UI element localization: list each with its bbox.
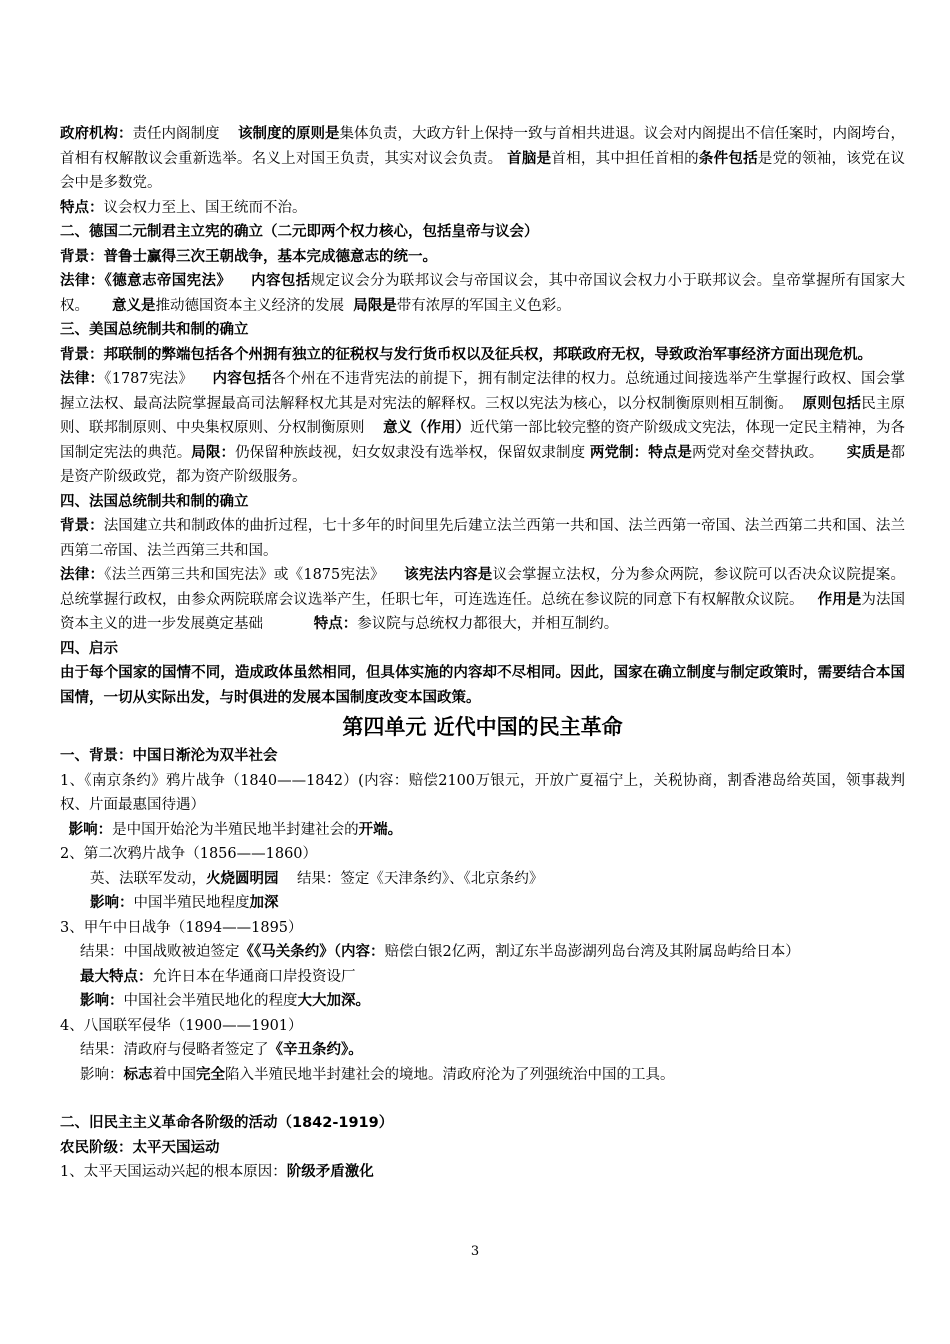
label: 影响：: [80, 1066, 124, 1083]
text: 《辛丑条约》。: [268, 1041, 363, 1058]
item-sino-japanese-war: 3、甲午中日战争（1894——1895）: [60, 919, 303, 936]
label: 影响：: [80, 992, 124, 1009]
paragraph-government: [60, 122, 905, 196]
item-eight-nation-alliance: 4、八国联军侵华（1900——1901）: [60, 1017, 303, 1034]
item-nanjing-impact: [60, 818, 905, 843]
label: 法律：: [60, 370, 105, 387]
text: 大大加深。: [297, 992, 370, 1009]
paragraph-france-background: [60, 514, 905, 563]
label: 法律：: [60, 566, 105, 583]
text: 集体负责，大政方针上保持一致与首相共进退。议会对内阁提出不信任案时，内阁垮台，首相有权解散议会重新选举。名义上对国王负责，其实对议会负责。: [60, 126, 906, 167]
paragraph-usa-law: [60, 367, 905, 490]
text: 为法国资本主义的进一步发展奠定基础: [60, 591, 906, 632]
label: 最大特点：: [80, 967, 153, 985]
text: 两党对垒交替执政。: [692, 444, 824, 461]
item-shimonoseki-impact: [60, 989, 905, 1014]
text: 带有浓厚的军国主义色彩。: [396, 297, 571, 314]
heading-old-democratic-revolution: 二、旧民主主义革命各阶级的活动（1842-1919）: [60, 1115, 394, 1131]
text: 规定议会分为联邦议会与帝国议会，其中帝国议会权力小于联邦议会。皇帝掌握所有国家大权。: [60, 273, 906, 314]
text: 火烧圆明园: [206, 869, 279, 887]
text: 《《马关条约》（内容：: [239, 943, 385, 960]
item-shimonoseki-feature: [60, 965, 905, 990]
text: 标志: [123, 1065, 153, 1083]
text: 1、太平天国运动兴起的根本原因：: [60, 1164, 287, 1180]
label: 作用是: [817, 590, 862, 608]
page-number: 3: [470, 1244, 480, 1259]
document-page: [60, 122, 905, 1185]
text: 参议院与总统权力都很大，并相互制约。: [357, 616, 619, 632]
item-second-opium-impact: [60, 891, 905, 916]
text: 法国建立共和制政体的曲折过程，七十多年的时间里先后建立法兰西第一共和国、法兰西第一帝国、法兰西第二共和国、法兰西第二帝国、法兰西第三共和国。: [60, 518, 906, 559]
text: 陷入半殖民地半封建社会的境地。清政府沦为了列强统治中国的工具。: [225, 1066, 675, 1083]
heading-usa: 三、美国总统制共和制的确立: [60, 322, 249, 338]
heading-germany: 二、德国二元制君主立宪的确立（二元即两个权力核心，包括皇帝与议会）: [60, 224, 539, 240]
text: 赔偿白银2亿两，割辽东半岛澎湖列岛台湾及其附属岛屿给日本）: [384, 944, 800, 960]
text: 首相，其中担任首相的: [551, 150, 699, 167]
text: 开端。: [358, 820, 403, 838]
label: 背景：: [60, 517, 104, 534]
label: 两党制：特点是: [589, 443, 692, 461]
label: 原则包括: [802, 394, 862, 412]
heading-inspiration: 四、启示: [60, 640, 118, 657]
item-shimonoseki-result: [60, 940, 905, 965]
text: 结果：签定《天津条约》、《北京条约》: [296, 870, 544, 887]
label: 首脑是: [507, 149, 552, 167]
label: 局限：: [191, 443, 236, 461]
text: 《1787宪法》: [104, 371, 194, 387]
item-boxer-result: [60, 1038, 905, 1063]
item-second-opium-war: 2、第二次鸦片战争（1856——1860）: [60, 846, 318, 862]
paragraph-inspiration: 由于每个国家的国情不同，造成政体虽然相同，但具体实施的内容却不尽相同。因此，国家在确立制度与制定政策时，需要结合本国国情，一切从实际出发，与时俱进的发展本国制度改变本国政策。: [60, 664, 905, 706]
text: 民主原则、联邦制原则、中央集权原则、分权制衡原则: [60, 395, 906, 436]
label: 政府机构：: [60, 125, 133, 142]
item-second-opium-result: [60, 867, 905, 892]
text: 阶级矛盾激化: [286, 1163, 374, 1180]
text: 着中国: [152, 1066, 196, 1083]
paragraph-germany-law: [60, 269, 905, 318]
heading-background: 一、背景：中国日渐沦为双半社会: [60, 748, 278, 764]
text: 允许日本在华通商口岸投资设厂: [152, 968, 356, 985]
label: 影响：: [90, 894, 134, 911]
item-taiping-cause: [60, 1160, 905, 1185]
label: 影响：: [68, 820, 113, 838]
text: 《法兰西第三共和国宪法》或《1875宪法》: [104, 567, 385, 583]
paragraph-features: [60, 196, 905, 221]
label: 特点：: [60, 198, 104, 216]
text: 近代第一部比较完整的资产阶级成文宪法，体现一定民主精神，为各国制定宪法的典范。: [60, 420, 906, 461]
heading-france: 四、法国总统制共和制的确立: [60, 493, 249, 510]
paragraph-usa-background: 背景：邦联制的弊端包括各个州拥有独立的征税权与发行货币权以及征兵权，邦联政府无权，导致政治军事经济方面出现危机。: [60, 345, 872, 363]
paragraph-germany-background: 背景：普鲁士赢得三次王朝战争，基本完成德意志的统一。: [60, 247, 437, 265]
item-nanjing-treaty: 1、《南京条约》鸦片战争（1840——1842）(内容：赔偿2100万银元，开放广夏福宁上，关税协商，割香港岛给英国，领事裁判权、片面最惠国待遇）: [60, 772, 905, 813]
text: 结果：中国战败被迫签定: [80, 944, 240, 960]
text: 是中国开始沦为半殖民地半封建社会的: [112, 821, 359, 838]
text: 都是资产阶级政党，都为资产阶级服务。: [60, 444, 906, 485]
text: 是党的领袖，该党在议会中是多数党。: [60, 150, 906, 191]
unit-title: 第四单元 近代中国的民主革命: [342, 715, 623, 739]
label: 局限是: [353, 296, 397, 314]
label: 特点：: [313, 615, 358, 632]
text: 英、法联军发动，: [90, 870, 206, 887]
label: 条件包括: [698, 149, 758, 167]
item-boxer-impact: [60, 1063, 905, 1088]
paragraph-france-law: [60, 563, 905, 637]
text: 议会权力至上、国王统而不治。: [103, 199, 307, 216]
label: 内容包括: [251, 272, 311, 289]
label: 实质是: [846, 443, 891, 461]
text: 责任内阁制度: [132, 126, 220, 142]
text: 中国社会半殖民地化的程度: [123, 993, 298, 1009]
text: 中国半殖民地程度: [133, 895, 250, 911]
text: 结果：清政府与侵略者签定了: [80, 1042, 269, 1058]
heading-peasant-class: 农民阶级：太平天国运动: [60, 1138, 220, 1156]
text: 推动德国资本主义经济的发展: [155, 297, 345, 314]
text: 完全: [196, 1065, 225, 1083]
label: 意义（作用）: [382, 419, 470, 436]
label: 内容包括: [212, 370, 272, 387]
label: 该制度的原则是: [237, 125, 340, 142]
label: 该宪法内容是: [404, 566, 493, 583]
text: 议会掌握立法权，分为参众两院，参议院可以否决众议院提案。总统掌握行政权，由参众两院联席会议选举产生，任职七年，可连选连任。总统在参议院的同意下有权解散众议院。: [60, 567, 906, 608]
text: 加深: [249, 894, 279, 911]
spacer: [60, 1087, 905, 1111]
label: 意义是: [112, 296, 156, 314]
label: 法律：《德意志帝国宪法》: [60, 272, 232, 289]
text: 各个州在不违背宪法的前提下，拥有制定法律的权力。总统通过间接选举产生掌握行政权、国会掌握立法权、最高法院掌握最高司法解释权尤其是对宪法的解释权。三权以宪法为核心，以分权制衡原则相互制衡。: [60, 371, 906, 412]
text: 仍保留种族歧视，妇女奴隶没有选举权，保留奴隶制度: [235, 444, 586, 461]
